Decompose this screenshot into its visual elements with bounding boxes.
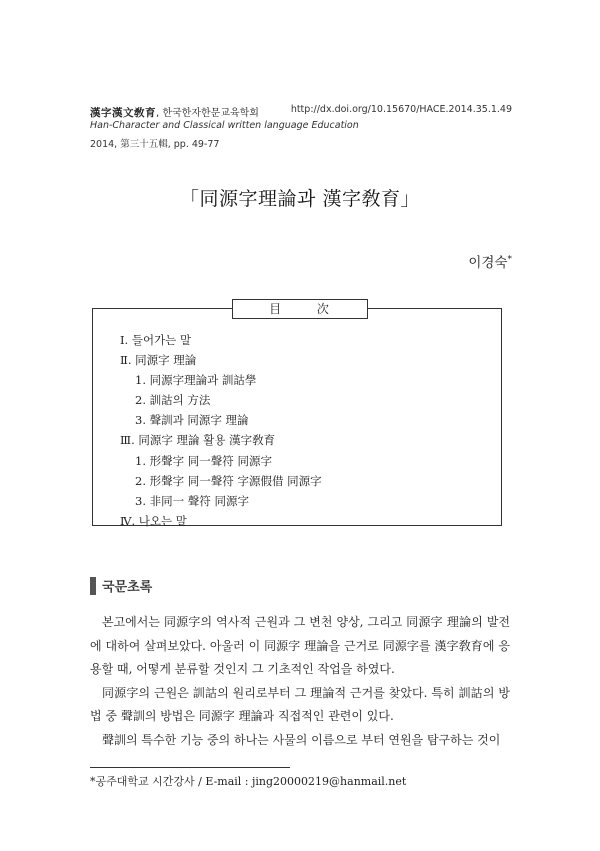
author-name: 이경숙	[468, 255, 508, 271]
toc-item-2-2: 2. 訓詁의 方法	[135, 393, 211, 408]
author-footnote-mark: *	[507, 254, 512, 265]
toc-item-conclusion: Ⅳ. 나오는 말	[120, 513, 187, 528]
doi-link[interactable]: http://dx.doi.org/10.15670/HACE.2014.35.1.49	[290, 104, 512, 115]
author	[468, 251, 512, 271]
toc-item-2-1: 1. 同源字理論과 訓詁學	[135, 373, 257, 388]
issue-info: 2014, 第三十五輯, pp. 49-77	[90, 139, 220, 150]
journal-english-title: Han-Character and Classical written language Education	[90, 120, 359, 131]
abstract-body	[90, 611, 510, 753]
abstract-paragraph: 본고에서는 同源字의 역사적 근원과 그 변천 양상, 그리고 同源字 理論의 발전에 대하여 살펴보았다. 아울러 이 同源字 理論을 근거로 同源字를 漢字敎育에 응용할 때, 어떻게 분류할 것인지 그 기초적인 작업을 하였다.	[90, 615, 510, 677]
toc-item-3-1: 1. 形聲字 同一聲符 同源字	[135, 453, 272, 468]
abstract-heading	[90, 577, 152, 599]
toc-item-3-3: 3. 非同一 聲符 同源字	[135, 493, 249, 508]
journal-header-line	[90, 104, 259, 120]
abstract-paragraph: 同源字의 근원은 訓詁의 원리로부터 그 理論적 근거를 찾았다. 특히 訓詁의 방법 중 聲訓의 방법은 同源字 理論과 직접적인 관련이 있다.	[90, 685, 510, 724]
heading-bar	[90, 577, 96, 595]
footnote-divider	[90, 767, 290, 768]
toc-list	[120, 330, 322, 531]
abstract-paragraph: 聲訓의 특수한 기능 중의 하나는 사물의 이름으로 부터 연원을 탐구하는 것이	[102, 732, 501, 747]
toc-item-section-3: Ⅲ. 同源字 理論 활용 漢字敎育	[120, 433, 276, 448]
toc-title: 目 次	[232, 299, 368, 319]
toc-item-intro: Ⅰ. 들어가는 말	[120, 333, 192, 347]
toc-item-section-2: Ⅱ. 同源字 理論	[120, 353, 197, 368]
toc-item-2-3: 3. 聲訓과 同源字 理論	[135, 413, 249, 428]
abstract-heading-text: 국문초록	[102, 580, 153, 595]
paper-title: 「同源字理論과 漢字敎育」	[180, 188, 420, 210]
journal-logo: 漢字漢文敎育	[90, 107, 156, 119]
society-name: , 한국한자한문교육학회	[156, 108, 259, 119]
footnote: *공주대학교 시간강사 / E-mail : jing20000219@hanmail.net	[90, 775, 407, 788]
toc-item-3-2: 2. 形聲字 同一聲符 字源假借 同源字	[135, 473, 322, 488]
